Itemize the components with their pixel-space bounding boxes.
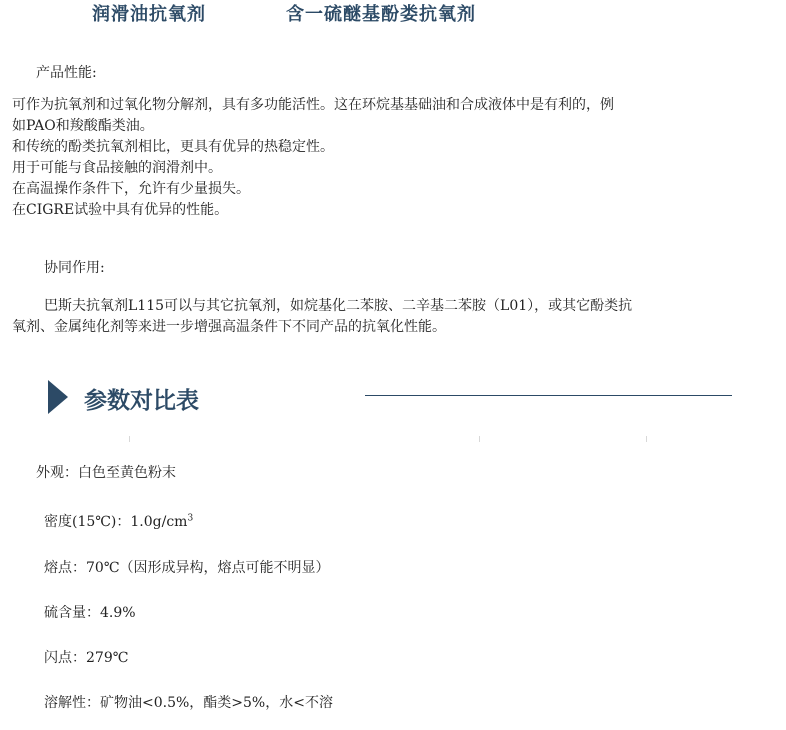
divider-tick	[646, 436, 647, 442]
synergy-heading: 协同作用:	[44, 260, 105, 276]
divider-tick	[479, 436, 480, 442]
param-sulfur: 硫含量：4.9%	[44, 605, 136, 621]
param-density-text: 密度(15℃)：1.0g/cm	[44, 514, 188, 530]
performance-line: 如PAO和羧酸酯类油。	[12, 118, 154, 134]
param-section-title: 参数对比表	[84, 388, 199, 414]
chevron-right-icon	[48, 380, 68, 414]
performance-line: 可作为抗氧剂和过氧化物分解剂，具有多功能活性。这在环烷基基础油和合成液体中是有利的，例	[12, 97, 614, 113]
param-flash: 闪点：279℃	[44, 650, 129, 666]
param-density-sup: 3	[187, 513, 194, 524]
synergy-line: 氧剂、金属纯化剂等来进一步增强高温条件下不同产品的抗氧化性能。	[12, 319, 446, 335]
param-melting: 熔点：70℃（因形成异构，熔点可能不明显）	[44, 560, 330, 576]
param-density	[44, 511, 193, 531]
performance-line: 在CIGRE试验中具有优异的性能。	[12, 202, 229, 218]
param-solubility: 溶解性：矿物油<0.5%，酯类>5%，水<不溶	[44, 695, 333, 711]
param-section-header	[48, 378, 748, 418]
performance-line: 用于可能与食品接触的润滑剂中。	[12, 160, 222, 176]
performance-line: 和传统的酚类抗氧剂相比，更具有优异的热稳定性。	[12, 139, 334, 155]
header-divider	[365, 395, 732, 396]
synergy-line: 巴斯夫抗氧剂L115可以与其它抗氧剂，如烷基化二苯胺、二辛基二苯胺（L01），或其它酚类抗	[44, 298, 633, 314]
performance-line: 在高温操作条件下，允许有少量损失。	[12, 181, 250, 197]
performance-heading: 产品性能:	[36, 65, 97, 81]
divider-tick	[129, 436, 130, 442]
title-right: 含一硫醚基酚娄抗氧剂	[286, 4, 476, 25]
param-appearance: 外观：白色至黄色粉末	[36, 465, 176, 481]
title-left: 润滑油抗氧剂	[92, 4, 206, 25]
